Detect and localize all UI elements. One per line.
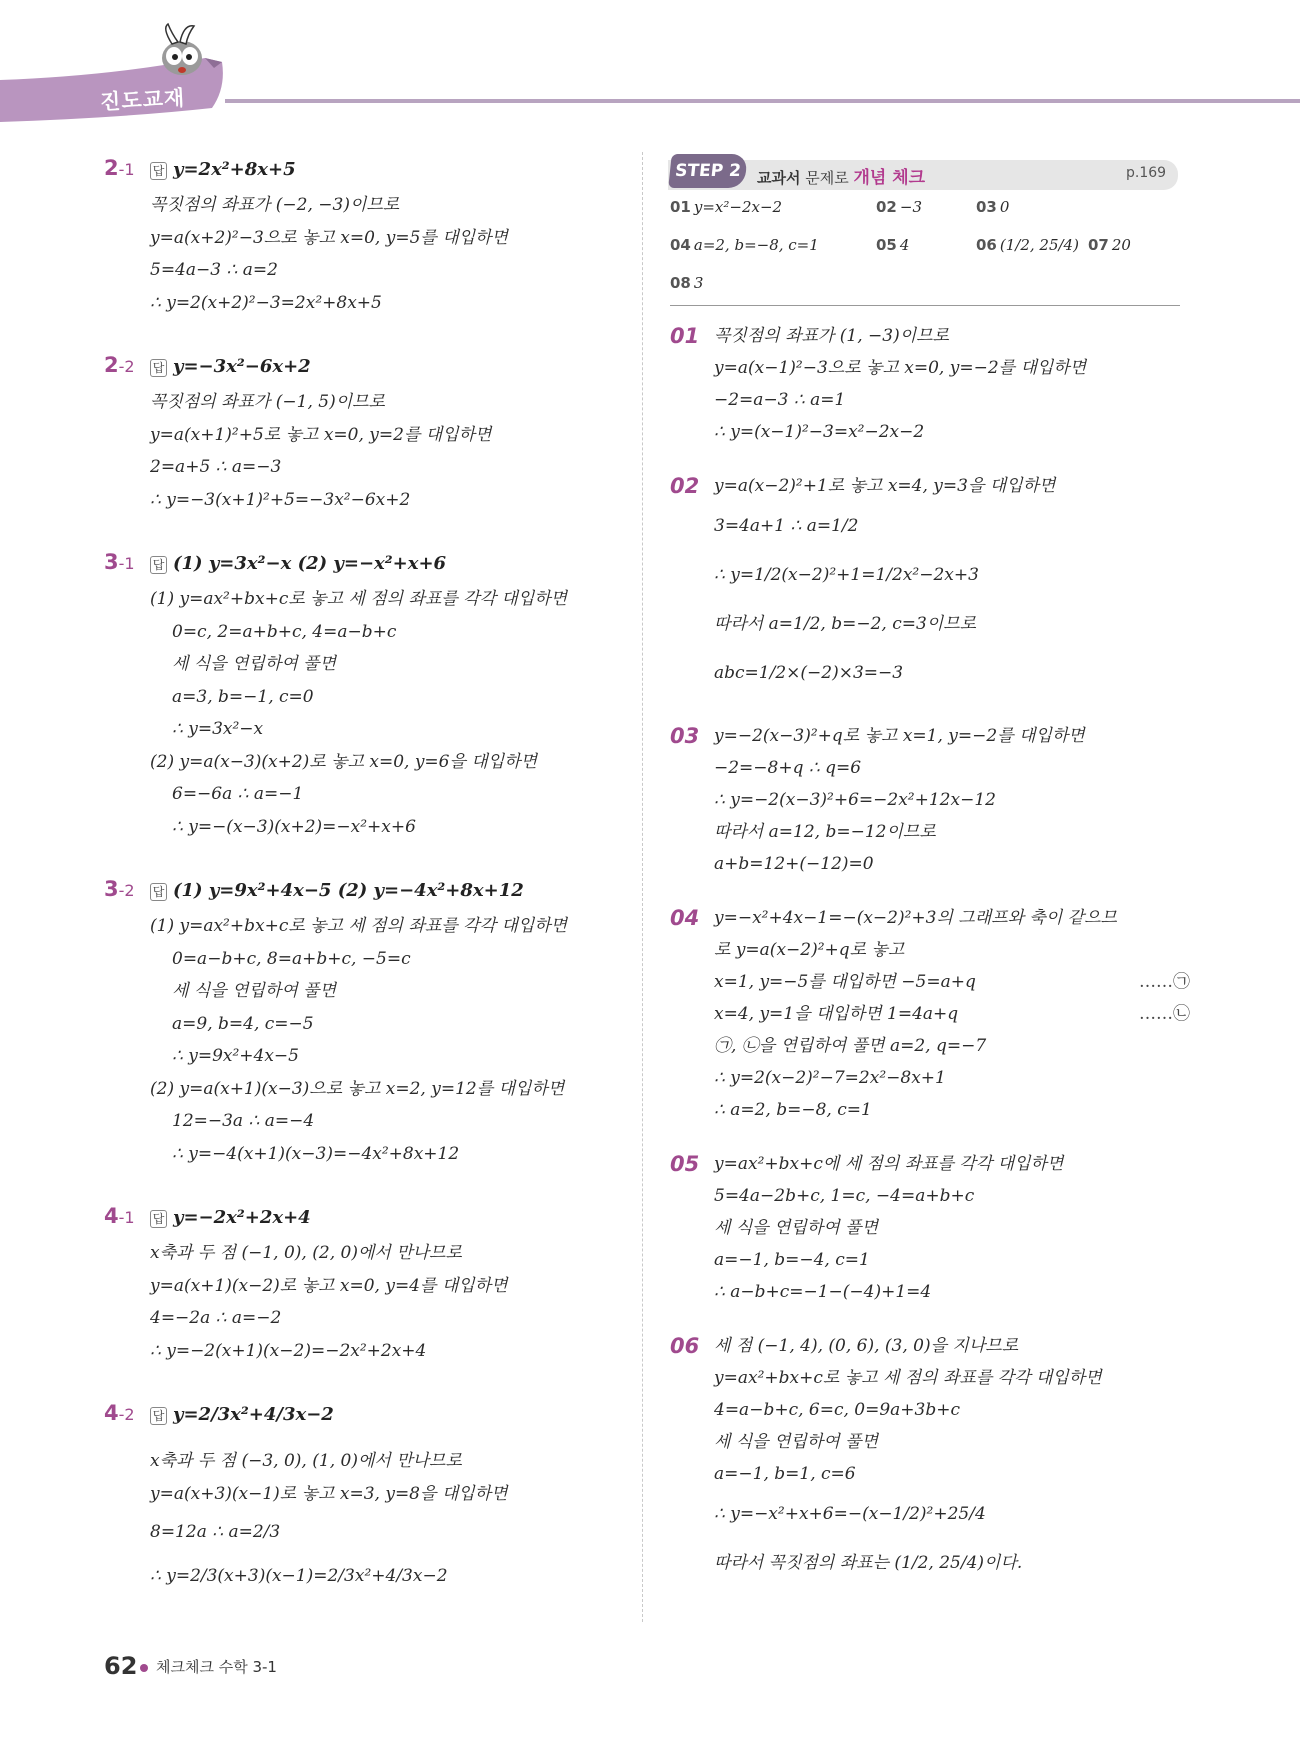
solution-line: (2) y=a(x−3)(x+2)로 놓고 x=0, y=6을 대입하면 — [150, 751, 537, 772]
problem-4-1 — [104, 1204, 624, 1367]
page-number: 62 — [104, 1652, 138, 1680]
solution-line: (2) y=a(x+1)(x−3)으로 놓고 x=2, y=12를 대입하면 — [150, 1078, 565, 1099]
answer-icon: 답 — [150, 883, 167, 901]
answer: (1) y=3x²−x (2) y=−x²+x+6 — [173, 553, 447, 574]
solution-line: 로 y=a(x−2)²+q로 놓고 — [714, 940, 905, 960]
solution-line: ∴ y=−x²+x+6=−(x−1/2)²+25/4 — [714, 1504, 986, 1524]
solution-line: ∴ y=−(x−3)(x+2)=−x²+x+6 — [172, 816, 416, 837]
solution-line: ∴ a−b+c=−1−(−4)+1=4 — [714, 1282, 932, 1302]
problem-4-2 — [104, 1401, 624, 1598]
solution-line: ∴ y=2/3(x+3)(x−1)=2/3x²+4/3x−2 — [150, 1566, 448, 1586]
solution-line: ∴ y=(x−1)²−3=x²−2x−2 — [714, 422, 925, 442]
solution-text: x=1, y=−5를 대입하면 −5=a+q — [714, 972, 976, 992]
solution-line: a=−1, b=1, c=6 — [714, 1464, 856, 1484]
solution-text: x=4, y=1을 대입하면 1=4a+q — [714, 1004, 959, 1024]
problem-2-2 — [104, 353, 624, 516]
solution-number: 06 — [670, 1334, 700, 1358]
solution-line: 0=a−b+c, 8=a+b+c, −5=c — [172, 948, 411, 969]
solution-number: 02 — [670, 474, 700, 498]
solution-line: 꼭짓점의 좌표가 (−2, −3)이므로 — [150, 195, 400, 215]
solution-line: ∴ y=−4(x+1)(x−3)=−4x²+8x+12 — [172, 1143, 460, 1164]
solution-line: a=−1, b=−4, c=1 — [714, 1250, 870, 1270]
solution-text: y=a(x−2)²+1로 놓고 x=4, y=3을 대입하면 — [714, 476, 1056, 496]
solution-line: y=ax²+bx+c로 놓고 세 점의 좌표를 각각 대입하면 — [714, 1368, 1102, 1388]
solution-line: 세 식을 연립하여 풀면 — [714, 1218, 879, 1238]
chapter-tab-label: 진도교재 — [99, 85, 186, 115]
equation-marker: ……㉡ — [1139, 1004, 1190, 1024]
solution-line: x축과 두 점 (−1, 0), (2, 0)에서 만나므로 — [150, 1243, 462, 1263]
solution-line — [670, 470, 1190, 502]
solution-line: (1) y=ax²+bx+c로 놓고 세 점의 좌표를 각각 대입하면 — [150, 589, 568, 609]
equation-marker: ……㉠ — [1139, 972, 1190, 992]
problem-number: 2-2 — [104, 353, 135, 377]
solution-line: 6=−6a ∴ a=−1 — [172, 784, 304, 804]
solution-line: a+b=12+(−12)=0 — [714, 854, 874, 874]
solution-line: y=a(x−1)²−3으로 놓고 x=0, y=−2를 대입하면 — [714, 358, 1087, 378]
solution-line: 따라서 a=12, b=−12이므로 — [714, 822, 936, 842]
left-column — [104, 156, 624, 1632]
problem-number: 3-2 — [104, 877, 135, 901]
column-divider — [642, 152, 643, 1622]
problem-number: 2-1 — [104, 156, 135, 180]
solution-line: 따라서 꼭짓점의 좌표는 (1/2, 25/4)이다. — [714, 1553, 1023, 1573]
solution-line: 2=a+5 ∴ a=−3 — [150, 457, 282, 477]
problem-number: 4-1 — [104, 1204, 135, 1228]
solution-number: 03 — [670, 724, 700, 748]
book-title: 체크체크 수학 3-1 — [156, 1658, 277, 1676]
solution-line: 4=a−b+c, 6=c, 0=9a+3b+c — [714, 1400, 961, 1420]
solution-line: 4=−2a ∴ a=−2 — [150, 1308, 282, 1328]
solution-line: 5=4a−2b+c, 1=c, −4=a+b+c — [714, 1186, 975, 1206]
solution-line — [670, 966, 1190, 998]
solution-text: 꼭짓점의 좌표가 (1, −3)이므로 — [714, 326, 949, 346]
quick-answer-item: 05 4 — [876, 236, 910, 254]
solution-02 — [670, 470, 1190, 698]
answer-icon: 답 — [150, 556, 167, 574]
page-reference: p.169 — [1126, 165, 1167, 181]
solution-text: y=−x²+4x−1=−(x−2)²+3의 그래프와 축이 같으므 — [714, 908, 1117, 928]
solution-line: 0=c, 2=a+b+c, 4=a−b+c — [172, 621, 397, 642]
answer-icon: 답 — [150, 1210, 167, 1228]
solution-line: 3=4a+1 ∴ a=1/2 — [714, 516, 859, 536]
solution-line: ∴ y=−2(x+1)(x−2)=−2x²+2x+4 — [150, 1340, 427, 1361]
solution-line: ∴ a=2, b=−8, c=1 — [714, 1100, 872, 1120]
solution-line: ∴ y=3x²−x — [172, 719, 264, 739]
solution-line: 12=−3a ∴ a=−4 — [172, 1111, 315, 1131]
step-title: 교과서 문제로 개념 체크 — [757, 168, 926, 188]
quick-answer-item: 06 (1/2, 25/4) — [976, 236, 1079, 254]
solution-05 — [670, 1148, 1190, 1308]
solution-line: y=a(x+1)²+5로 놓고 x=0, y=2를 대입하면 — [150, 424, 492, 445]
answer: y=2x²+8x+5 — [173, 159, 296, 180]
solution-line: ∴ y=1/2(x−2)²+1=1/2x²−2x+3 — [714, 565, 979, 585]
solution-number: 04 — [670, 906, 700, 930]
solution-line: a=3, b=−1, c=0 — [172, 686, 314, 707]
quick-answer-item: 02 −3 — [876, 198, 922, 216]
solution-line: −2=a−3 ∴ a=1 — [714, 390, 846, 410]
solution-line — [670, 998, 1190, 1030]
solution-line: y=a(x+3)(x−1)로 놓고 x=3, y=8을 대입하면 — [150, 1483, 508, 1504]
answer: y=−2x²+2x+4 — [173, 1207, 311, 1228]
solution-text: 세 점 (−1, 4), (0, 6), (3, 0)을 지나므로 — [714, 1336, 1019, 1356]
answer-icon: 답 — [150, 162, 167, 180]
solution-line: 세 식을 연립하여 풀면 — [172, 981, 337, 1001]
quick-answer-item: 07 20 — [1088, 236, 1131, 254]
problem-number: 3-1 — [104, 550, 135, 574]
solution-line: 꼭짓점의 좌표가 (−1, 5)이므로 — [150, 392, 385, 412]
solution-line: 8=12a ∴ a=2/3 — [150, 1522, 281, 1542]
solution-line: ∴ y=2(x+2)²−3=2x²+8x+5 — [150, 292, 382, 313]
solution-line: (1) y=ax²+bx+c로 놓고 세 점의 좌표를 각각 대입하면 — [150, 916, 568, 936]
solution-line — [670, 320, 1190, 352]
solution-line: a=9, b=4, c=−5 — [172, 1013, 314, 1034]
answer: y=−3x²−6x+2 — [173, 356, 311, 377]
solution-number: 01 — [670, 324, 700, 348]
solution-03 — [670, 720, 1190, 880]
solution-line: ∴ y=2(x−2)²−7=2x²−8x+1 — [714, 1068, 946, 1088]
solution-line: 세 식을 연립하여 풀면 — [172, 654, 337, 674]
solution-01 — [670, 320, 1190, 448]
solution-line: ∴ y=−2(x−3)²+6=−2x²+12x−12 — [714, 790, 996, 810]
mascot-icon — [150, 20, 230, 80]
problem-2-1 — [104, 156, 624, 319]
solution-line: −2=−8+q ∴ q=6 — [714, 758, 862, 778]
solution-line: 따라서 a=1/2, b=−2, c=3이므로 — [714, 614, 977, 634]
solution-line: y=a(x+1)(x−2)로 놓고 x=0, y=4를 대입하면 — [150, 1275, 508, 1296]
solution-line — [670, 902, 1190, 934]
bullet-icon — [140, 1664, 148, 1672]
solution-line: ∴ y=9x²+4x−5 — [172, 1046, 299, 1066]
solution-line — [670, 720, 1190, 752]
answer-icon: 답 — [150, 359, 167, 377]
solution-line: y=a(x+2)²−3으로 놓고 x=0, y=5를 대입하면 — [150, 227, 508, 248]
solution-line: x축과 두 점 (−3, 0), (1, 0)에서 만나므로 — [150, 1451, 462, 1471]
quick-answer-item: 08 3 — [670, 274, 704, 292]
solution-text: y=ax²+bx+c에 세 점의 좌표를 각각 대입하면 — [714, 1154, 1064, 1174]
header-rule — [225, 99, 1300, 103]
solution-line — [670, 1148, 1190, 1180]
solution-line: ∴ y=−3(x+1)²+5=−3x²−6x+2 — [150, 489, 411, 510]
problem-number: 4-2 — [104, 1401, 135, 1425]
problem-3-1 — [104, 550, 624, 843]
step-badge: STEP 2 — [668, 154, 748, 188]
answer: y=2/3x²+4/3x−2 — [173, 1404, 334, 1425]
solution-line: ㉠, ㉡을 연립하여 풀면 a=2, q=−7 — [714, 1036, 987, 1056]
solution-text: y=−2(x−3)²+q로 놓고 x=1, y=−2를 대입하면 — [714, 726, 1085, 746]
solution-06 — [670, 1330, 1190, 1588]
solution-number: 05 — [670, 1152, 700, 1176]
right-column — [670, 320, 1190, 1610]
problem-3-2 — [104, 877, 624, 1170]
solution-line: 5=4a−3 ∴ a=2 — [150, 260, 278, 280]
quick-answer-item: 01 y=x²−2x−2 — [670, 198, 783, 216]
solution-line: abc=1/2×(−2)×3=−3 — [714, 663, 904, 683]
quick-answers-rule — [670, 305, 1180, 306]
solution-04 — [670, 902, 1190, 1126]
answer-icon: 답 — [150, 1407, 167, 1425]
quick-answer-item: 03 0 — [976, 198, 1010, 216]
solution-line — [670, 1330, 1190, 1362]
solution-line: 세 식을 연립하여 풀면 — [714, 1432, 879, 1452]
answer: (1) y=9x²+4x−5 (2) y=−4x²+8x+12 — [173, 880, 524, 901]
quick-answer-item: 04 a=2, b=−8, c=1 — [670, 236, 819, 254]
